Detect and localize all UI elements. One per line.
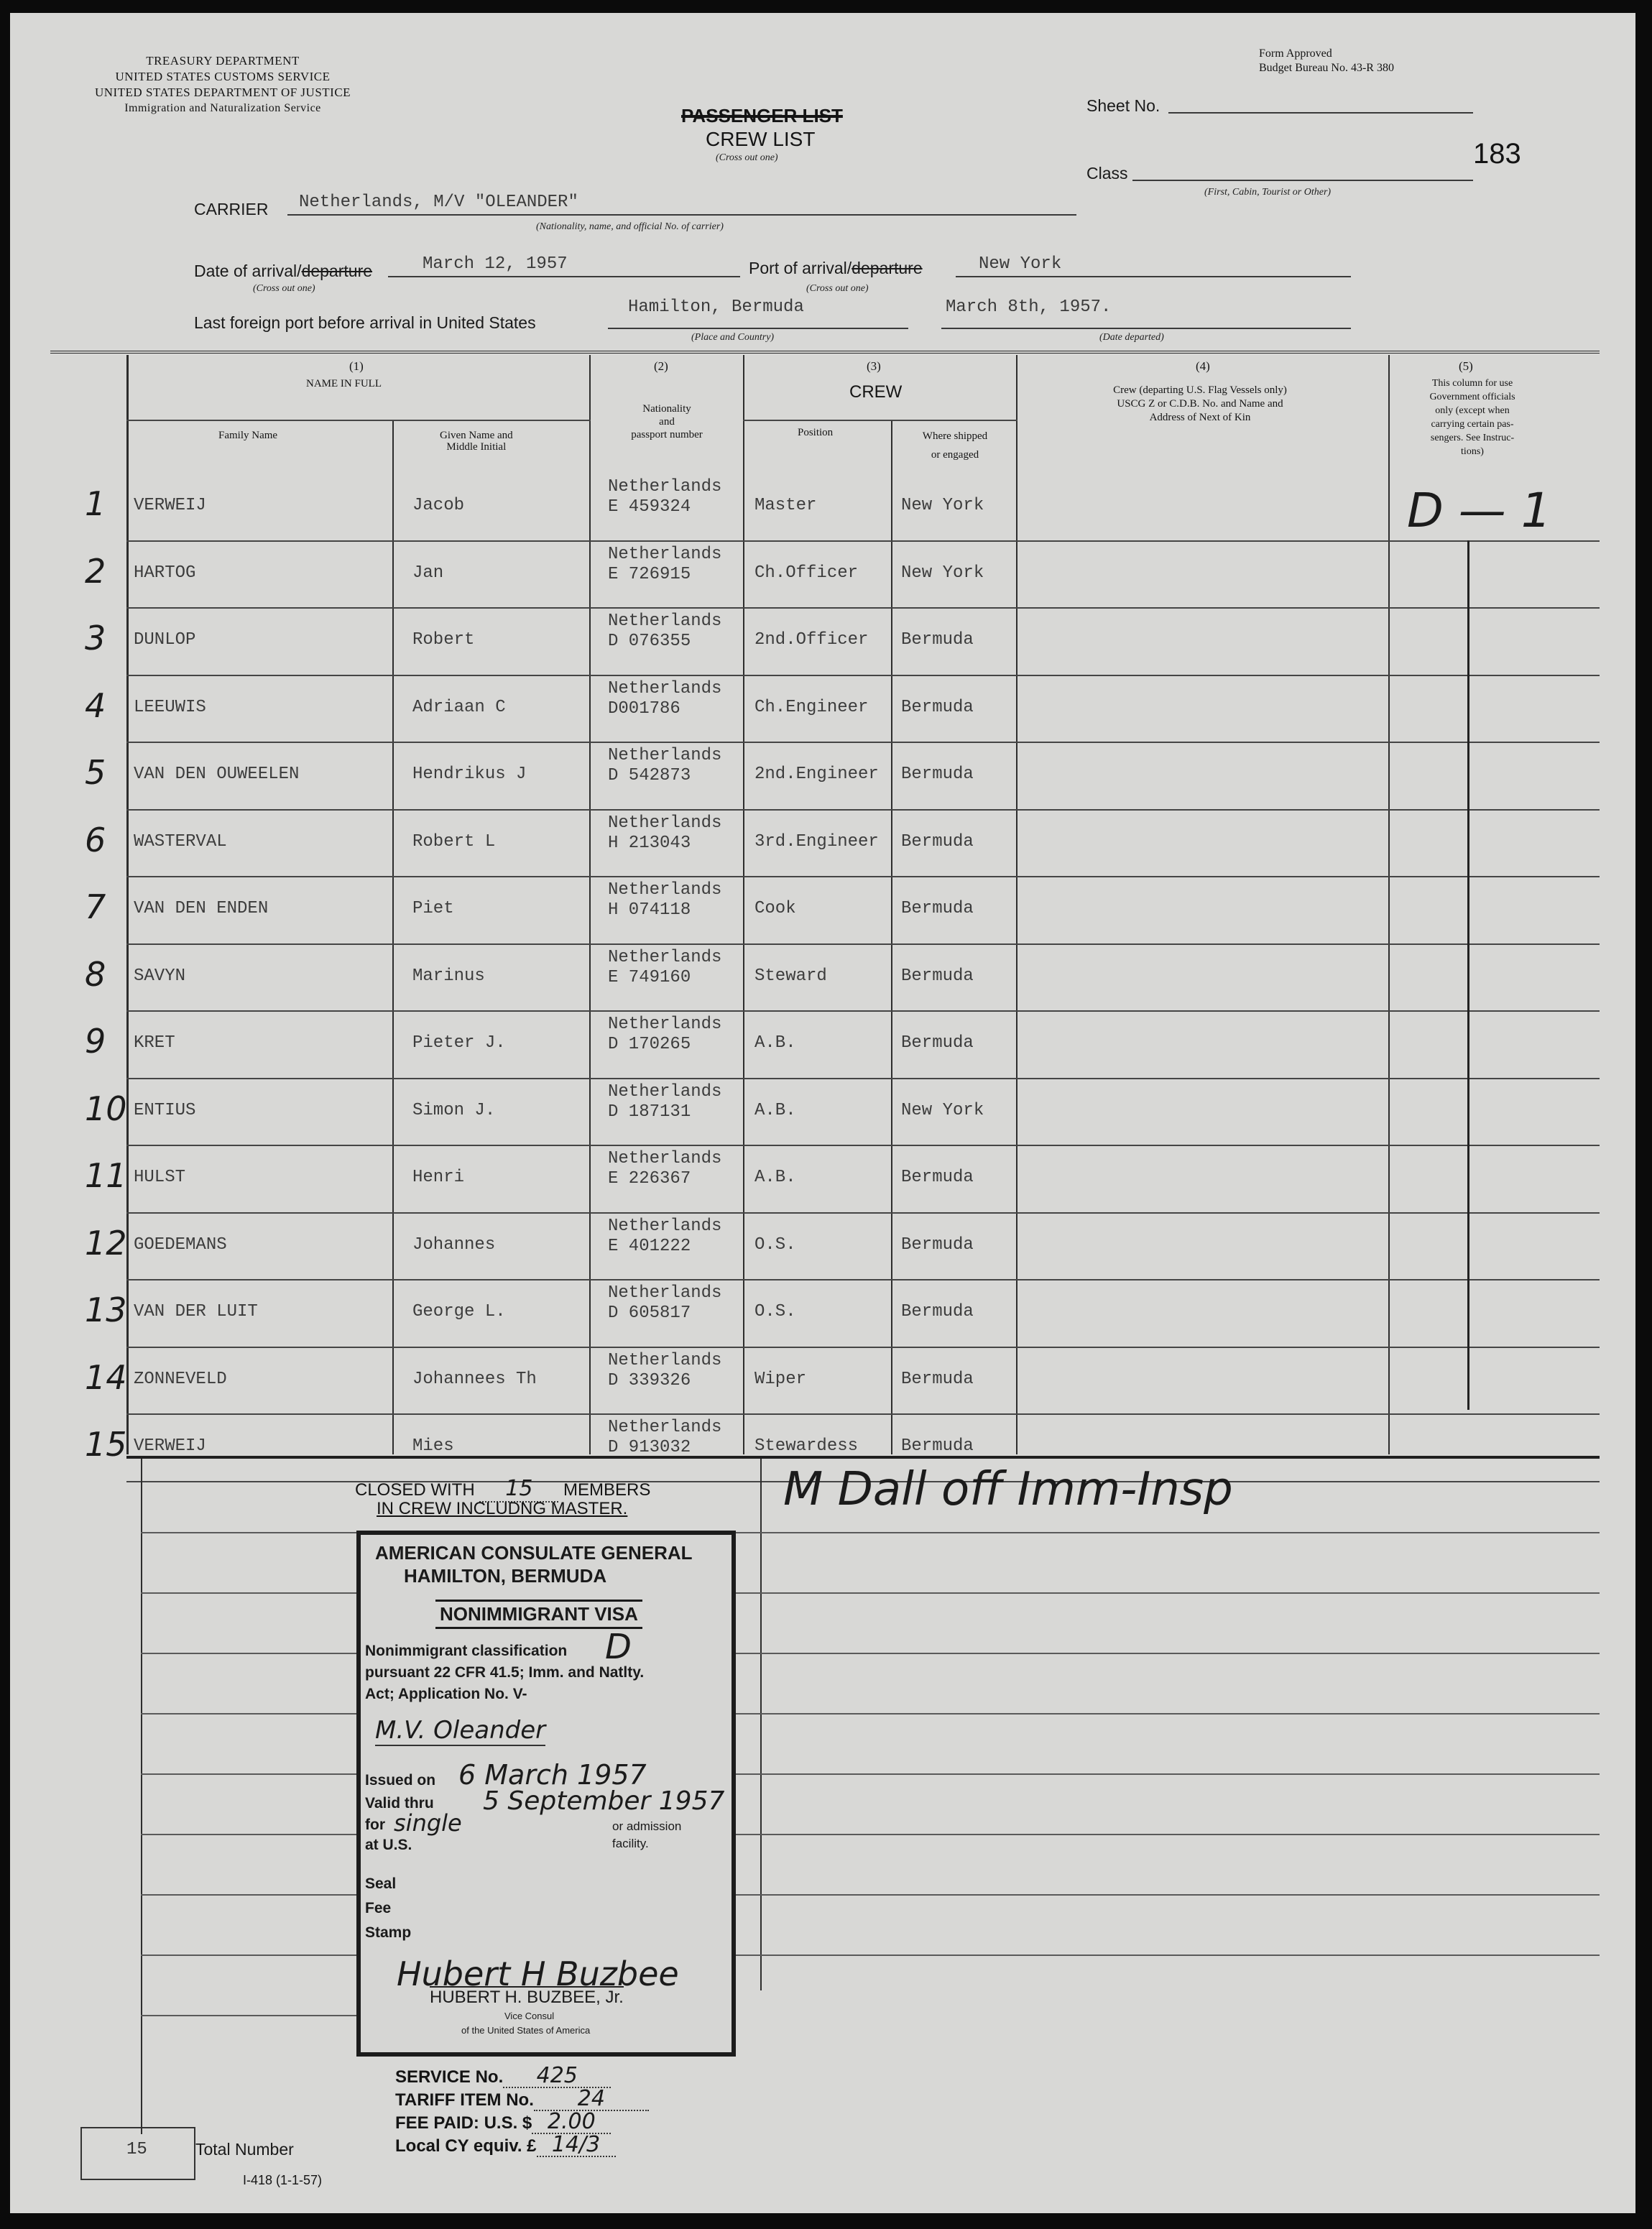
tariff-label: TARIFF ITEM No. xyxy=(395,2090,534,2110)
family-name-cell: HARTOG xyxy=(134,563,196,583)
col-divider-shipped xyxy=(891,421,892,1454)
position-cell: A.B. xyxy=(755,1033,796,1053)
col-divider-crew xyxy=(743,355,744,1454)
sheet-label: Sheet No. xyxy=(1086,96,1160,115)
sheet-underline xyxy=(1168,112,1473,114)
col5-header-line: only (except when xyxy=(1435,405,1510,416)
col5-header-line: Government officials xyxy=(1429,392,1515,402)
nationality-cell: Netherlands xyxy=(608,612,722,631)
last-port-label: Last foreign port before arrival in United States xyxy=(194,313,536,332)
nationality-cell: Netherlands xyxy=(608,813,722,833)
passport-cell: D 913032 xyxy=(608,1438,691,1457)
given-name-cell: Piet xyxy=(412,899,454,918)
col2-header-line: and xyxy=(659,416,675,428)
for-label: for xyxy=(365,1817,385,1833)
nationality-cell: Netherlands xyxy=(608,1015,722,1034)
table-bottom-rule xyxy=(126,1456,1600,1459)
where-shipped-line: or engaged xyxy=(931,449,979,461)
form-approved: Form Approved xyxy=(1259,47,1332,60)
col5-header-line: carrying certain pas- xyxy=(1431,419,1514,430)
port-caption: (Cross out one) xyxy=(806,283,869,294)
col3-number: (3) xyxy=(867,359,881,373)
carrier-underline xyxy=(287,214,1076,216)
at-label: at U.S. xyxy=(365,1837,412,1853)
last-port-value: Hamilton, Bermuda xyxy=(628,297,804,317)
col4-header-line: Crew (departing U.S. Flag Vessels only) xyxy=(1113,384,1287,396)
where-shipped-line: Where shipped xyxy=(922,430,988,442)
row-mark: 13 xyxy=(85,1291,127,1329)
stamp-line2: HAMILTON, BERMUDA xyxy=(404,1565,607,1587)
classification-value: D xyxy=(605,1627,632,1667)
table-top-rule xyxy=(50,351,1600,354)
col-divider-given xyxy=(392,421,394,1454)
service-label: SERVICE No. xyxy=(395,2067,504,2087)
departed-caption: (Date departed) xyxy=(1099,332,1164,343)
date-underline xyxy=(388,276,740,277)
port-value: New York xyxy=(979,254,1062,274)
passport-cell: D 339326 xyxy=(608,1370,691,1390)
position-cell: O.S. xyxy=(755,1235,796,1255)
cross-out-caption: (Cross out one) xyxy=(716,152,778,163)
nationality-cell: Netherlands xyxy=(608,1149,722,1168)
carrier-value: Netherlands, M/V "OLEANDER" xyxy=(299,193,578,212)
row-mark: 9 xyxy=(85,1022,106,1061)
date-value: March 12, 1957 xyxy=(423,254,568,274)
in-crew-including-master: IN CREW INCLUDNG MASTER. xyxy=(377,1499,628,1518)
fees-block xyxy=(395,2065,649,2157)
nationality-cell: Netherlands xyxy=(608,477,722,497)
col2-header xyxy=(612,402,721,441)
shipped-cell: Bermuda xyxy=(901,697,974,717)
given-name-cell: Marinus xyxy=(412,966,485,986)
family-name-cell: VAN DEN OUWEELEN xyxy=(134,765,300,784)
row-mark: 14 xyxy=(85,1357,127,1397)
position-cell: Cook xyxy=(755,899,796,918)
family-name-cell: LEEUWIS xyxy=(134,697,206,717)
col5-annotation-line xyxy=(1467,540,1469,1410)
passport-cell: D 076355 xyxy=(608,632,691,651)
family-name-cell: VERWEIJ xyxy=(134,1436,206,1456)
crew-header: CREW xyxy=(849,382,903,402)
at-suffix: facility. xyxy=(612,1837,649,1850)
local-value: 14/3 xyxy=(537,2134,616,2157)
carrier-label: CARRIER xyxy=(194,200,269,218)
passport-cell: E 726915 xyxy=(608,564,691,584)
lower-divider xyxy=(760,1459,762,1990)
stamp-line3: NONIMMIGRANT VISA xyxy=(435,1600,642,1629)
position-cell: Ch.Engineer xyxy=(755,697,869,717)
family-name-cell: HULST xyxy=(134,1168,186,1187)
col5-header xyxy=(1398,377,1546,458)
shipped-cell: Bermuda xyxy=(901,831,974,852)
port-label-struck: departure xyxy=(852,259,923,277)
row-mark: 6 xyxy=(85,820,106,859)
row-mark: 15 xyxy=(85,1425,127,1464)
passport-cell: D 170265 xyxy=(608,1035,691,1054)
family-name-cell: VERWEIJ xyxy=(134,496,206,515)
row-mark: 5 xyxy=(85,753,106,792)
family-name-cell: ENTIUS xyxy=(134,1100,196,1120)
col4-number: (4) xyxy=(1196,359,1210,373)
crew-list-title: CREW LIST xyxy=(706,128,816,150)
agency-line: UNITED STATES CUSTOMS SERVICE xyxy=(115,70,331,83)
header-sub-rule-crew xyxy=(743,420,1017,421)
col5-header-line: sengers. See Instruc- xyxy=(1430,433,1515,443)
shipped-cell: Bermuda xyxy=(901,1302,974,1321)
row-mark: 12 xyxy=(85,1223,127,1263)
class-caption: (First, Cabin, Tourist or Other) xyxy=(1204,187,1332,198)
nationality-cell: Netherlands xyxy=(608,1216,722,1236)
valid-value: 5 September 1957 xyxy=(483,1786,725,1816)
family-name-cell: WASTERVAL xyxy=(134,831,227,852)
shipped-cell: New York xyxy=(901,1100,984,1120)
classification-label: Nonimmigrant classification xyxy=(365,1643,568,1659)
given-name-cell: Henri xyxy=(412,1168,465,1187)
valid-label: Valid thru xyxy=(365,1795,434,1812)
col-divider-nationality xyxy=(589,355,591,1454)
nationality-cell: Netherlands xyxy=(608,678,722,698)
local-row xyxy=(395,2134,649,2157)
passport-cell: D001786 xyxy=(608,698,680,719)
agency-line: UNITED STATES DEPARTMENT OF JUSTICE xyxy=(94,86,351,99)
row-mark: 4 xyxy=(85,686,106,725)
class-underline xyxy=(1132,180,1473,181)
position-cell: Wiper xyxy=(755,1369,807,1389)
row-divider xyxy=(126,1145,1600,1146)
given-name-cell: George L. xyxy=(412,1302,506,1321)
row-mark: 3 xyxy=(85,619,106,657)
given-name-cell: Jan xyxy=(412,563,444,583)
agency-line: TREASURY DEPARTMENT xyxy=(146,54,300,68)
col5-number: (5) xyxy=(1459,359,1473,373)
consul-signature: Hubert H Buzbee xyxy=(397,1955,679,1993)
col2-number: (2) xyxy=(654,359,668,373)
passport-cell: E 226367 xyxy=(608,1169,691,1189)
row-divider xyxy=(126,540,1600,542)
shipped-cell: Bermuda xyxy=(901,765,974,784)
carrier-caption: (Nationality, name, and official No. of carrier) xyxy=(536,221,724,232)
family-name-cell: VAN DEN ENDEN xyxy=(134,899,269,918)
fee-label: Fee xyxy=(365,1900,392,1916)
form-page xyxy=(10,13,1635,2213)
row-divider xyxy=(126,1279,1600,1280)
issued-label: Issued on xyxy=(365,1772,436,1789)
family-name-cell: VAN DER LUIT xyxy=(134,1302,258,1321)
passport-cell: D 605817 xyxy=(608,1303,691,1323)
pursuant-text: pursuant 22 CFR 41.5; Imm. and Natlty. xyxy=(365,1664,645,1681)
signer-name: HUBERT H. BUZBEE, Jr. xyxy=(430,1988,624,2007)
row-divider xyxy=(126,1078,1600,1079)
col-divider-kin xyxy=(1016,355,1017,1454)
form-number: I-418 (1-1-57) xyxy=(243,2173,323,2187)
position-header: Position xyxy=(798,427,834,438)
col4-header-line: USCG Z or C.D.B. No. and Name and xyxy=(1117,398,1283,410)
nationality-cell: Netherlands xyxy=(608,1350,722,1370)
issued-value: 6 March 1957 xyxy=(458,1759,647,1791)
given-name-cell: Johannes xyxy=(412,1235,496,1255)
total-box-value: 15 xyxy=(126,2140,147,2159)
passport-cell: H 074118 xyxy=(608,900,691,920)
date-label-struck: departure xyxy=(301,262,373,280)
position-cell: 2nd.Officer xyxy=(755,630,869,650)
members-label: MEMBERS xyxy=(563,1480,651,1500)
position-cell: Stewardess xyxy=(755,1436,859,1456)
local-label: Local CY equiv. £ xyxy=(395,2136,537,2156)
for-value: single xyxy=(394,1809,462,1837)
row-divider xyxy=(126,675,1600,676)
col4-header-line: Address of Next of Kin xyxy=(1149,412,1251,423)
shipped-cell: Bermuda xyxy=(901,1369,974,1389)
officer-signature: M Dall off Imm-Insp xyxy=(783,1463,1233,1516)
seal-label: Seal xyxy=(365,1875,397,1892)
row-mark: 11 xyxy=(85,1156,127,1195)
family-name-cell: KRET xyxy=(134,1033,175,1053)
last-port-caption: (Place and Country) xyxy=(691,332,775,343)
date-caption: (Cross out one) xyxy=(253,283,315,294)
position-cell: Steward xyxy=(755,966,827,986)
row-mark: 7 xyxy=(85,887,106,926)
given-name-cell: Simon J. xyxy=(412,1100,496,1120)
departed-value: March 8th, 1957. xyxy=(946,297,1112,317)
row-mark: 2 xyxy=(85,551,106,591)
admission-text: or admission xyxy=(612,1819,682,1833)
shipped-cell: Bermuda xyxy=(901,1168,974,1187)
date-label-text: Date of arrival/ xyxy=(194,262,302,280)
family-name-header: Family Name xyxy=(218,430,278,441)
signer-title1: Vice Consul xyxy=(504,2011,555,2021)
sheet-number: 183 xyxy=(1473,138,1521,170)
nationality-cell: Netherlands xyxy=(608,880,722,900)
row-mark: 10 xyxy=(85,1089,127,1128)
position-cell: O.S. xyxy=(755,1302,796,1321)
shipped-cell: Bermuda xyxy=(901,1436,974,1456)
stamp-label: Stamp xyxy=(365,1924,412,1941)
col5-header-line: This column for use xyxy=(1431,378,1513,389)
where-shipped-header xyxy=(901,427,1009,464)
port-label xyxy=(749,259,923,278)
nationality-cell: Netherlands xyxy=(608,1081,722,1102)
shipped-cell: New York xyxy=(901,563,984,583)
given-name-header-line: Given Name and xyxy=(440,430,513,441)
port-label-text: Port of arrival/ xyxy=(749,259,852,277)
passport-cell: H 213043 xyxy=(608,833,691,853)
vessel-name: M.V. Oleander xyxy=(375,1716,546,1745)
closed-with-label: CLOSED WITH xyxy=(355,1480,475,1500)
table-left-border xyxy=(126,355,129,1454)
signer-title2: of the United States of America xyxy=(461,2025,591,2036)
position-cell: A.B. xyxy=(755,1100,796,1120)
shipped-cell: Bermuda xyxy=(901,1033,974,1053)
family-name-cell: DUNLOP xyxy=(134,630,196,650)
given-name-cell: Hendrikus J xyxy=(412,765,527,784)
passport-cell: E 459324 xyxy=(608,497,691,517)
col1-title: NAME IN FULL xyxy=(306,378,382,389)
col4-header xyxy=(1042,384,1358,425)
departed-underline xyxy=(941,328,1351,329)
shipped-cell: Bermuda xyxy=(901,630,974,650)
lower-left-border xyxy=(141,1459,142,2134)
col5-annotation: D — 1 xyxy=(1407,483,1551,538)
given-name-cell: Johannees Th xyxy=(412,1369,537,1389)
passport-cell: D 187131 xyxy=(608,1102,691,1122)
header-sub-rule xyxy=(126,420,591,421)
members-count: 15 xyxy=(479,1476,558,1503)
row-divider xyxy=(126,607,1600,609)
passport-cell: E 749160 xyxy=(608,967,691,987)
position-cell: 2nd.Engineer xyxy=(755,765,879,784)
class-label: Class xyxy=(1086,164,1128,183)
given-name-cell: Pieter J. xyxy=(412,1033,506,1053)
fee-value: 2.00 xyxy=(532,2111,611,2134)
position-cell: 3rd.Engineer xyxy=(755,831,879,852)
shipped-cell: Bermuda xyxy=(901,966,974,986)
passport-cell: E 401222 xyxy=(608,1236,691,1256)
row-mark: 1 xyxy=(85,484,106,523)
col2-header-line: Nationality xyxy=(642,403,691,415)
given-name-header-line: Middle Initial xyxy=(446,441,507,453)
shipped-cell: Bermuda xyxy=(901,1235,974,1255)
total-number-label: Total Number xyxy=(195,2140,294,2159)
position-cell: A.B. xyxy=(755,1168,796,1187)
given-name-header xyxy=(440,430,513,453)
date-label xyxy=(194,262,372,281)
row-divider xyxy=(126,1212,1600,1214)
service-row xyxy=(395,2065,649,2088)
stamp-line1: AMERICAN CONSULATE GENERAL xyxy=(375,1542,693,1564)
row-mark: 8 xyxy=(85,954,106,994)
position-cell: Ch.Officer xyxy=(755,563,859,583)
tariff-row xyxy=(395,2088,649,2111)
nationality-cell: Netherlands xyxy=(608,1418,722,1437)
col5-header-line: tions) xyxy=(1461,446,1484,457)
given-name-cell: Adriaan C xyxy=(412,697,506,717)
family-name-cell: GOEDEMANS xyxy=(134,1235,227,1255)
blank-rule xyxy=(141,2015,356,2016)
act-text: Act; Application No. V- xyxy=(365,1686,527,1702)
row-divider xyxy=(126,943,1600,945)
given-name-cell: Robert xyxy=(412,630,475,650)
nationality-cell: Netherlands xyxy=(608,544,722,564)
service-value: 425 xyxy=(503,2065,611,2088)
family-name-cell: SAVYN xyxy=(134,966,186,986)
consulate-visa-stamp xyxy=(356,1531,736,2057)
passenger-list-struck: PASSENGER LIST xyxy=(681,105,843,126)
given-name-cell: Robert L xyxy=(412,831,496,852)
col-divider-official xyxy=(1388,355,1390,1454)
fee-row xyxy=(395,2111,649,2134)
row-divider xyxy=(126,742,1600,743)
fee-label: FEE PAID: U.S. $ xyxy=(395,2113,532,2133)
port-underline xyxy=(956,276,1351,277)
nationality-cell: Netherlands xyxy=(608,746,722,765)
shipped-cell: New York xyxy=(901,496,984,515)
col1-number: (1) xyxy=(349,359,364,373)
family-name-cell: ZONNEVELD xyxy=(134,1369,227,1389)
row-divider xyxy=(126,876,1600,877)
row-divider xyxy=(126,1347,1600,1348)
row-divider xyxy=(126,1413,1600,1415)
agency-line: Immigration and Naturalization Service xyxy=(124,102,321,114)
budget-bureau: Budget Bureau No. 43-R 380 xyxy=(1259,62,1394,74)
col2-header-line: passport number xyxy=(631,429,703,440)
given-name-cell: Mies xyxy=(412,1436,454,1456)
tariff-value: 24 xyxy=(534,2088,649,2111)
shipped-cell: Bermuda xyxy=(901,899,974,918)
position-cell: Master xyxy=(755,496,817,515)
last-port-underline xyxy=(608,328,908,329)
agency-block xyxy=(43,53,402,116)
passport-cell: D 542873 xyxy=(608,766,691,785)
nationality-cell: Netherlands xyxy=(608,1283,722,1303)
row-divider xyxy=(126,809,1600,811)
nationality-cell: Netherlands xyxy=(608,947,722,967)
given-name-cell: Jacob xyxy=(412,496,465,515)
row-divider xyxy=(126,1010,1600,1012)
